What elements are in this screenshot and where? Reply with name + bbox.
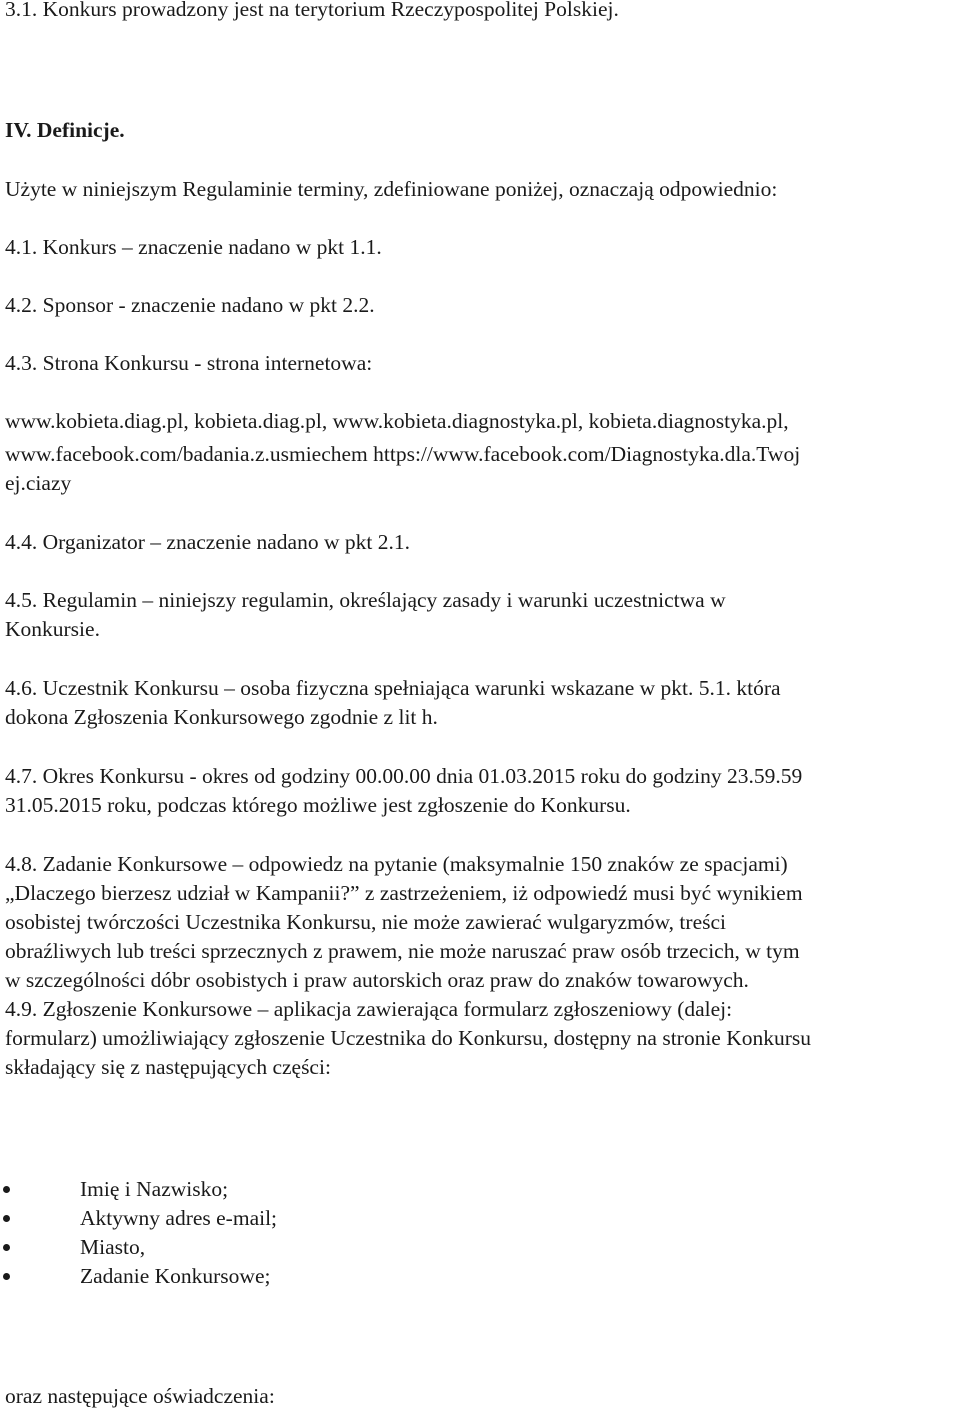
definition-4-6-line-2: dokona Zgłoszenia Konkursowego zgodnie z lit h.	[5, 705, 438, 729]
definition-4-8-line-4: obraźliwych lub treści sprzecznych z prawem, nie może naruszać praw osób trzecich, w tym	[5, 939, 800, 963]
definition-4-7-line-1: 4.7. Okres Konkursu - okres od godziny 00.00.00 dnia 01.03.2015 roku do godziny 23.59.59	[5, 764, 803, 788]
website-list-line-1: www.kobieta.diag.pl, kobieta.diag.pl, www.kobieta.diagnostyka.pl, kobieta.diagnostyka.pl,	[5, 409, 789, 433]
list-item	[37, 1233, 146, 1262]
list-item-label: Imię i Nazwisko;	[80, 1177, 229, 1201]
list-item-label: Zadanie Konkursowe;	[80, 1264, 271, 1288]
list-item	[37, 1262, 271, 1291]
definition-4-8-line-5: w szczególności dóbr osobistych i praw autorskich oraz praw do znaków towarowych.	[5, 968, 749, 992]
definition-4-3: 4.3. Strona Konkursu - strona internetowa:	[5, 351, 373, 375]
definition-4-9-line-3: składający się z następujących części:	[5, 1055, 331, 1079]
definition-4-8-line-2: „Dlaczego bierzesz udział w Kampanii?” z zastrzeżeniem, iż odpowiedź musi być wynikiem	[5, 881, 803, 905]
bullet-icon	[3, 1244, 10, 1251]
definition-4-9-line-2: formularz) umożliwiający zgłoszenie Uczestnika do Konkursu, dostępny na stronie Konkursu	[5, 1026, 812, 1050]
definition-4-5-line-2: Konkursie.	[5, 617, 100, 641]
bullet-icon	[3, 1215, 10, 1222]
definition-4-2: 4.2. Sponsor - znaczenie nadano w pkt 2.2.	[5, 293, 375, 317]
definition-4-1: 4.1. Konkurs – znaczenie nadano w pkt 1.1.	[5, 235, 382, 259]
section-3-1-text: 3.1. Konkurs prowadzony jest na terytorium Rzeczypospolitej Polskiej.	[5, 0, 619, 21]
definition-4-4: 4.4. Organizator – znaczenie nadano w pkt 2.1.	[5, 530, 410, 554]
definition-4-6-line-1: 4.6. Uczestnik Konkursu – osoba fizyczna spełniająca warunki wskazane w pkt. 5.1. która	[5, 676, 781, 700]
declarations-intro: oraz następujące oświadczenia:	[5, 1384, 275, 1408]
definition-4-7-line-2: 31.05.2015 roku, podczas którego możliwe jest zgłoszenie do Konkursu.	[5, 793, 631, 817]
definition-4-5-line-1: 4.5. Regulamin – niniejszy regulamin, określający zasady i warunki uczestnictwa w	[5, 588, 726, 612]
definitions-intro: Użyte w niniejszym Regulaminie terminy, zdefiniowane poniżej, oznaczają odpowiednio:	[5, 177, 778, 201]
section-iv-heading: IV. Definicje.	[5, 118, 125, 142]
list-item-label: Aktywny adres e-mail;	[80, 1206, 278, 1230]
definition-4-8-line-3: osobistej twórczości Uczestnika Konkursu, nie może zawierać wulgaryzmów, treści	[5, 910, 726, 934]
bullet-icon	[3, 1273, 10, 1280]
list-item-label: Miasto,	[80, 1235, 146, 1259]
website-list-line-2: www.facebook.com/badania.z.usmiechem https://www.facebook.com/Diagnostyka.dla.Twoj	[5, 442, 801, 466]
website-list-line-3: ej.ciazy	[5, 471, 72, 495]
definition-4-8-line-1: 4.8. Zadanie Konkursowe – odpowiedz na pytanie (maksymalnie 150 znaków ze spacjami)	[5, 852, 788, 876]
bullet-icon	[3, 1186, 10, 1193]
list-item	[37, 1175, 229, 1204]
definition-4-9-line-1: 4.9. Zgłoszenie Konkursowe – aplikacja zawierająca formularz zgłoszeniowy (dalej:	[5, 997, 733, 1021]
list-item	[37, 1204, 278, 1233]
